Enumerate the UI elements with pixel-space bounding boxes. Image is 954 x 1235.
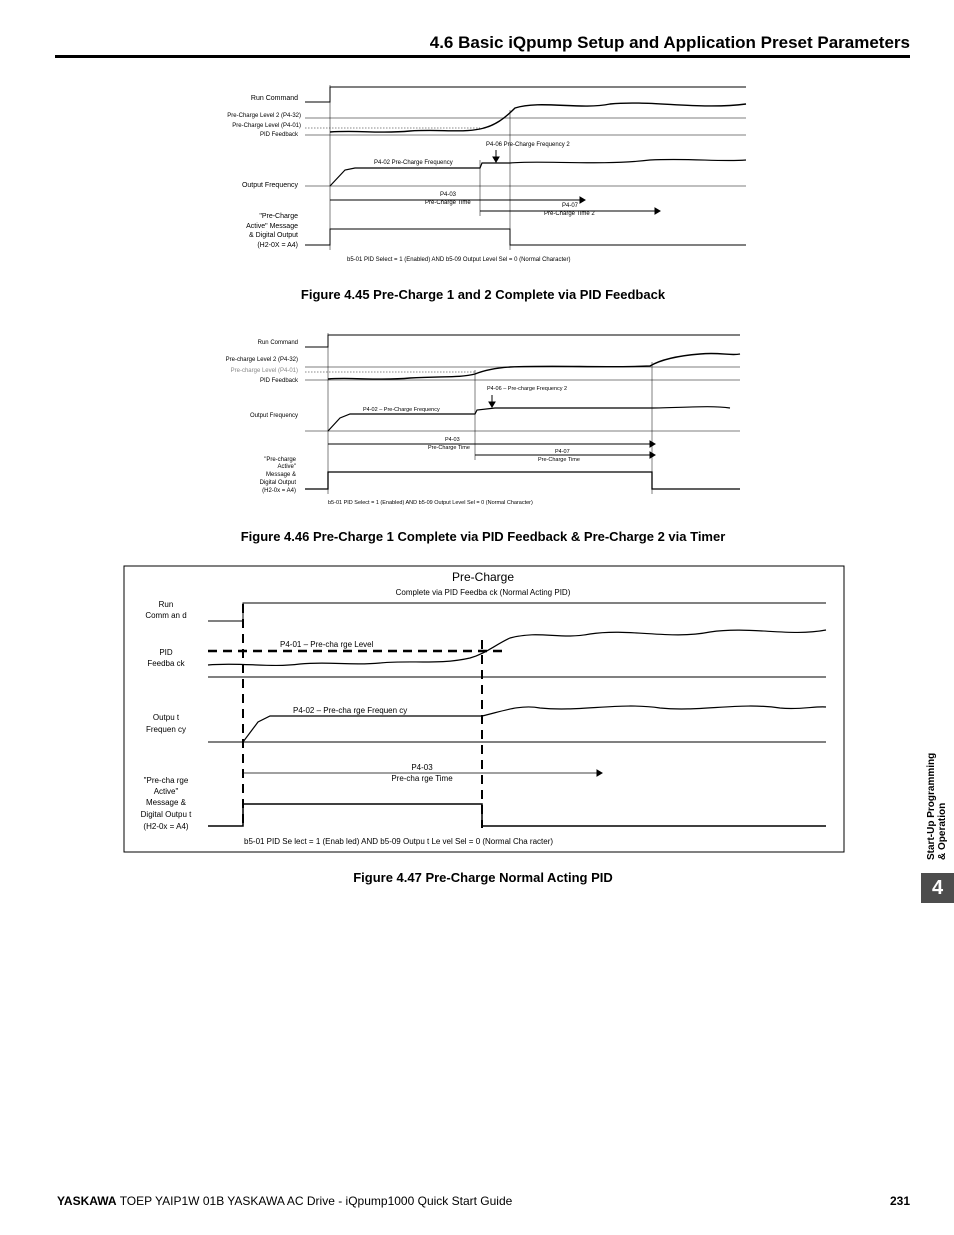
figure-45-diagram	[0, 80, 954, 270]
pid-feedback-curve	[328, 353, 740, 379]
label-pid-feedback: PID Feedback	[259, 132, 298, 138]
label-pid-1: PID	[159, 648, 173, 657]
label-output-1: Outpu t	[152, 713, 180, 722]
active-message-signal	[305, 229, 746, 245]
figure-46-diagram	[0, 332, 954, 512]
figure45-footnote: b5-01 PID Select = 1 (Enabled) AND b5-09 Output Level Sel = 0 (Normal Character)	[347, 257, 571, 263]
label-run-2: Comm an d	[145, 611, 187, 620]
label-run-1: Run	[158, 600, 174, 609]
chapter-number-badge: 4	[921, 873, 954, 903]
label-precharge-level: Pre-Charge Level (P4-01)	[232, 123, 301, 129]
label-p403-name: Pre-Charge Time	[428, 445, 470, 451]
p406-arrowhead	[493, 157, 499, 162]
label-output-frequency: Output Frequency	[249, 413, 298, 419]
label-run-command: Run Command	[250, 95, 298, 102]
figure-47-diagram	[0, 560, 954, 860]
figure46-footnote: b5-01 PID Select = 1 (Enabled) AND b5-09 Output Level Sel = 0 (Normal Character)	[328, 500, 533, 506]
label-p407-code: P4-07	[562, 203, 579, 209]
label-p406: P4-06 Pre-Charge Frequency 2	[486, 142, 570, 148]
page-number: 231	[889, 1194, 910, 1208]
label-output-2: Frequen cy	[145, 725, 187, 734]
label-p403-code: P4-03	[440, 192, 457, 198]
figure-46-caption: Figure 4.46 Pre-Charge 1 Complete via PID Feedback & Pre-Charge 2 via Timer	[240, 529, 726, 544]
figure47-frame	[124, 566, 844, 852]
label-precharge-level2: Pre-charge Level 2 (P4-32)	[225, 357, 298, 363]
p403-arrowhead	[597, 770, 602, 776]
p403-arrowhead	[580, 197, 585, 203]
label-p403-name: Pre-cha rge Time	[391, 774, 453, 783]
label-p401: P4-01 – Pre-cha rge Level	[280, 640, 374, 649]
label-active-msg-4: Digital Output	[259, 480, 296, 486]
p407-arrowhead	[650, 452, 655, 458]
label-active-msg-4: (H2-0X = A4)	[257, 242, 298, 249]
label-active-2: Active"	[153, 787, 179, 796]
label-p407-name: Pre-Charge Time 2	[544, 211, 595, 217]
label-active-msg-2: Active" Message	[246, 223, 298, 230]
p403-arrowhead	[650, 441, 655, 447]
label-active-1: "Pre-cha rge	[143, 776, 189, 785]
label-active-msg-3: & Digital Output	[248, 232, 298, 239]
label-precharge-level: Pre-charge Level (P4-01)	[230, 368, 298, 374]
active-message-signal	[305, 472, 740, 489]
section-title: 4.6 Basic iQpump Setup and Application Preset Parameters	[429, 33, 910, 52]
figure47-footnote: b5-01 PID Se lect = 1 (Enab led) AND b5-09 Outpu t Le vel Sel = 0 (Normal Cha racter)	[244, 837, 554, 846]
label-pid-2: Feedba ck	[147, 659, 185, 668]
figure47-subtitle: Complete via PID Feedba ck (Normal Acting PID)	[395, 588, 571, 597]
label-output-frequency: Output Frequency	[241, 182, 298, 189]
header-rule	[55, 55, 910, 58]
label-p403-code: P4-03	[411, 763, 433, 772]
figure47-title: Pre-Charge	[451, 570, 515, 584]
label-active-msg-1: "Pre-Charge	[259, 213, 298, 220]
label-active-msg-3: Message &	[265, 472, 296, 478]
label-active-msg-5: (H2-0x = A4)	[262, 488, 296, 494]
figure-47-caption: Figure 4.47 Pre-Charge Normal Acting PID	[353, 870, 613, 885]
label-active-3: Message &	[145, 798, 187, 807]
label-p402: P4-02 – Pre-cha rge Frequen cy	[293, 706, 408, 715]
run-command-signal	[305, 335, 740, 347]
label-active-msg-2: Active"	[277, 464, 296, 470]
label-p406: P4-06 – Pre-charge Frequency 2	[487, 386, 568, 392]
figure-45-caption: Figure 4.45 Pre-Charge 1 and 2 Complete via PID Feedback	[300, 287, 666, 302]
label-p407-code: P4-07	[555, 449, 570, 455]
label-active-msg-1: "Pre-charge	[264, 457, 296, 463]
active-message-signal	[208, 804, 826, 826]
label-p407-name: Pre-Charge Time	[538, 457, 580, 463]
side-tab-line1: Start-Up Programming	[926, 752, 937, 860]
run-command-signal	[208, 603, 826, 621]
label-precharge-level2: Pre-Charge Level 2 (P4-32)	[227, 113, 301, 119]
label-active-5: (H2-0x = A4)	[143, 822, 189, 831]
label-active-4: Digital Outpu t	[140, 810, 192, 819]
side-tab-line2: & Operation	[937, 802, 948, 860]
run-command-signal	[305, 87, 746, 102]
footer-doc-title: TOEP YAIP1W 01B YASKAWA AC Drive - iQpump1000 Quick Start Guide	[116, 1194, 513, 1208]
label-p402: P4-02 Pre-Charge Frequency	[374, 160, 453, 166]
chapter-side-tab	[918, 732, 948, 862]
p406-arrowhead	[489, 402, 495, 407]
p407-arrowhead	[655, 208, 660, 214]
label-p403-name: Pre-Charge Time	[425, 200, 471, 206]
footer-brand: YASKAWA	[57, 1194, 117, 1208]
label-p402: P4-02 – Pre-Charge Frequency	[363, 407, 440, 413]
label-pid-feedback: PID Feedback	[259, 378, 298, 384]
label-p403-code: P4-03	[445, 437, 460, 443]
label-run-command: Run Command	[257, 340, 298, 346]
footer-doc-line	[57, 1194, 512, 1208]
